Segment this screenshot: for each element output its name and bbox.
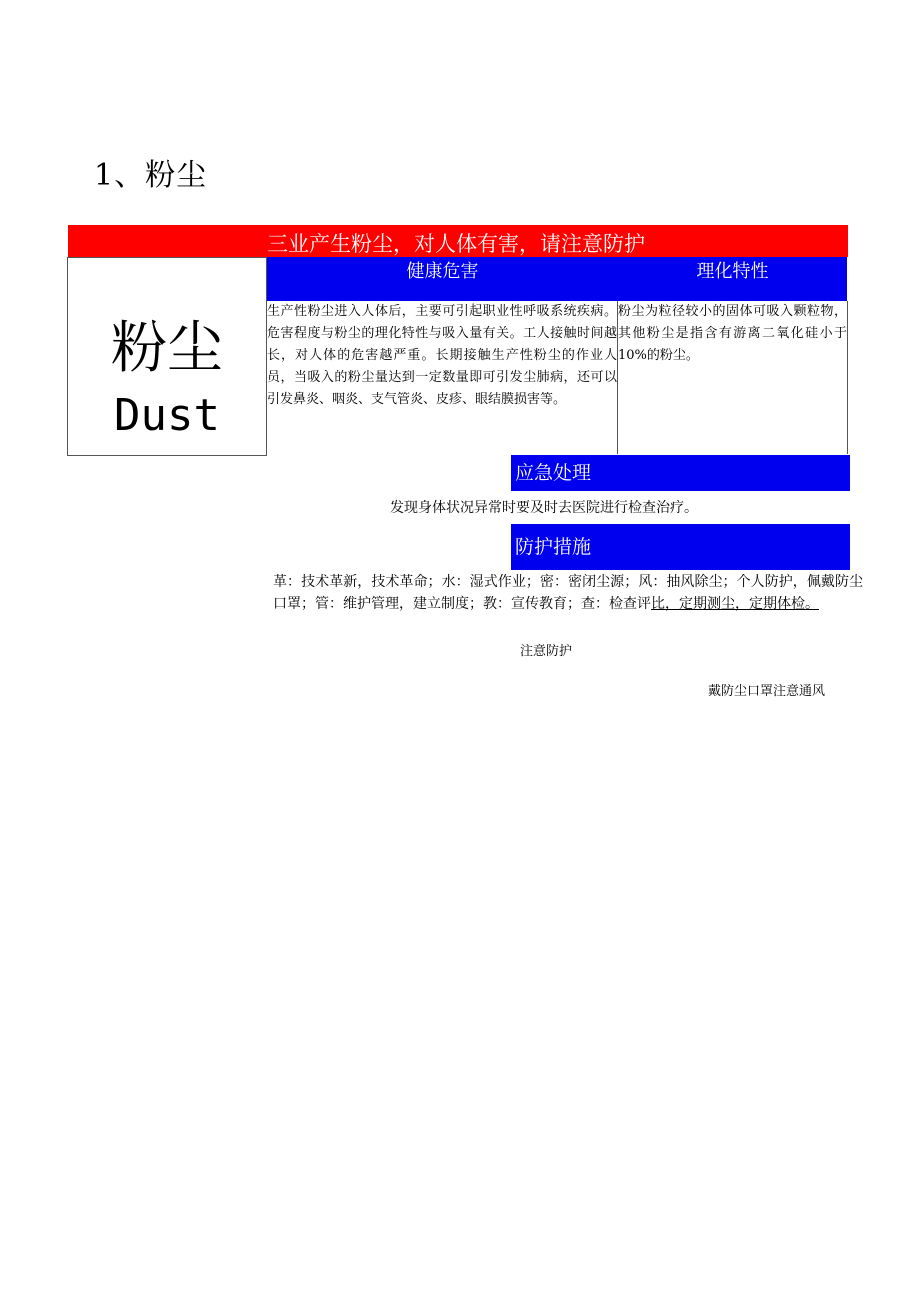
physchem-properties-text: 粉尘为粒径较小的固体可吸入颗粒物，其他粉尘是指含有游离二氧化硅小于10%的粉尘。 — [618, 304, 847, 363]
hazard-name-chinese: 粉尘 — [111, 316, 223, 381]
health-hazard-text: 生产性粉尘进入人体后，主要可引起职业性呼吸系统疾病。危害程度与粉尘的理化特性与吸入量有关。工人接触时间越长，对人体的危害越严重。长期接触生产性粉尘的作业人员，当吸入的粉尘量达到一定数量即可引发尘肺病，还可以引发鼻炎、咽炎、支气管炎、皮疹、眼结膜损害等。 — [267, 304, 617, 407]
emergency-text: 发现身体状况异常时要及时去医院进行检查治疗。 — [390, 500, 698, 516]
protection-header: 防护措施 — [511, 524, 850, 570]
page-heading: 1、粉尘 — [94, 158, 208, 193]
hazard-name-english: Dust — [114, 390, 220, 441]
protection-text-main: 革：技术革新，技术革命；水：湿式作业；密：密闭尘源；风：抽风除尘；个人防护，佩戴防尘口罩；管：维护管理，建立制度；教：宣传教育；查：检查评 — [273, 574, 863, 612]
physchem-properties-header: 理化特性 — [618, 257, 847, 301]
warning-banner-text: 三业产生粉尘，对人体有害，请注意防护 — [267, 232, 645, 256]
note-title: 注意防护 — [520, 644, 573, 659]
note-text: 戴防尘口罩注意通风 — [708, 684, 826, 699]
health-hazard-cell — [267, 301, 618, 454]
emergency-header: 应急处理 — [511, 455, 850, 491]
health-hazard-header: 健康危害 — [267, 257, 618, 301]
protection-text-underlined: 比，定期测尘，定期体检。 — [651, 596, 819, 612]
physchem-properties-cell — [618, 301, 848, 454]
protection-text — [273, 571, 863, 615]
